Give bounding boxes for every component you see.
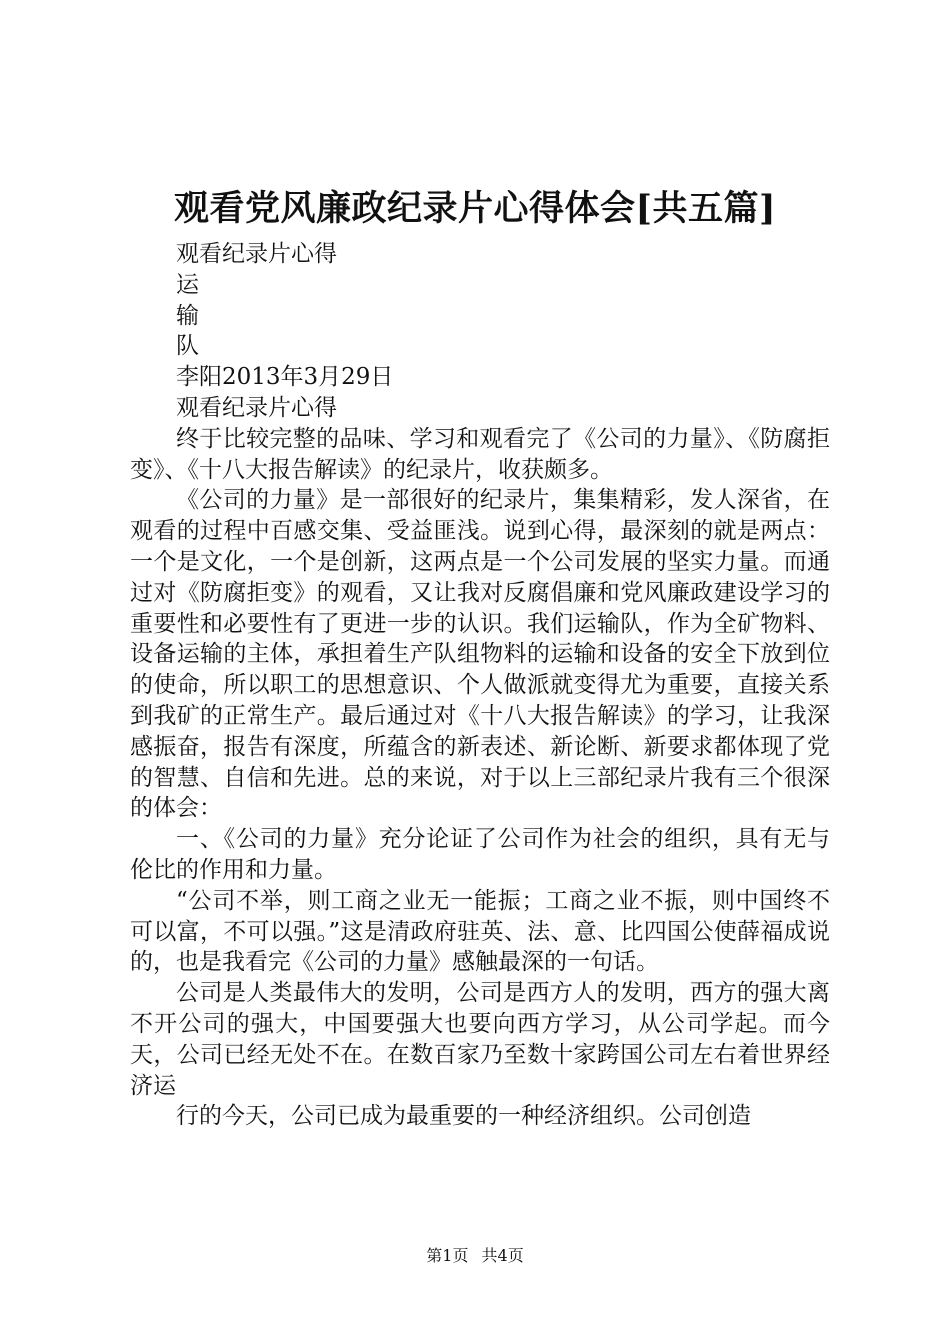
team-name-char: 队 xyxy=(176,333,199,360)
body-paragraph: 公司是人类最伟大的发明，公司是西方人的发明，西方的强大离不开公司的强大，中国要强大也要向西方学习，从公司学起。而今天，公司已经无处不在。在数百家乃至数十家跨国公司左右着世界经济运 xyxy=(130,980,830,1099)
team-name-char: 运 xyxy=(176,271,199,298)
body-paragraph: 行的今天，公司已成为最重要的一种经济组织。公司创造 xyxy=(176,1103,751,1130)
body-paragraph: “公司不举，则工商之业无一能振；工商之业不振，则中国终不可以富，不可以强。”这是清政府驻英、法、意、比四国公使薛福成说的，也是我看完《公司的力量》感触最深的一句话。 xyxy=(130,887,830,976)
body-paragraph: 《公司的力量》是一部很好的纪录片，集集精彩，发人深省，在观看的过程中百感交集、受益匪浅。说到心得，最深刻的就是两点：一个是文化，一个是创新，这两点是一个公司发展的坚实力量。而通过对《防腐拒变》的观看，又让我对反腐倡廉和党风廉政建设学习的重要性和必要性有了更进一步的认识。我们运输队，作为全矿物料、设备运输的主体，承担着生产队组物料的运输和设备的安全下放到位的使命，所以职工的思想意识、个人做派就变得尤为重要，直接关系到我矿的正常生产。最后通过对《十八大报告解读》的学习，让我深感振奋，报告有深度，所蕴含的新表述、新论断、新要求都体现了党的智慧、自信和先进。总的来说，对于以上三部纪录片我有三个很深的体会： xyxy=(130,487,830,822)
section-heading: 观看纪录片心得 xyxy=(176,394,337,421)
document-title: 观看党风廉政纪录片心得体会[共五篇] xyxy=(173,188,777,229)
page-number: 第1页 xyxy=(426,1246,469,1265)
body-paragraph: 终于比较完整的品味、学习和观看完了《公司的力量》、《防腐拒变》、《十八大报告解读》的纪录片，收获颇多。 xyxy=(130,425,830,483)
team-name-char: 输 xyxy=(176,302,199,329)
subtitle-line: 观看纪录片心得 xyxy=(176,241,337,267)
document-body xyxy=(130,239,830,1132)
page-total: 共4页 xyxy=(481,1246,524,1265)
body-paragraph: 一、《公司的力量》充分论证了公司作为社会的组织，具有无与伦比的作用和力量。 xyxy=(130,826,830,883)
page-footer xyxy=(0,1246,950,1266)
author-date-line: 李阳2013年3月29日 xyxy=(176,364,394,391)
